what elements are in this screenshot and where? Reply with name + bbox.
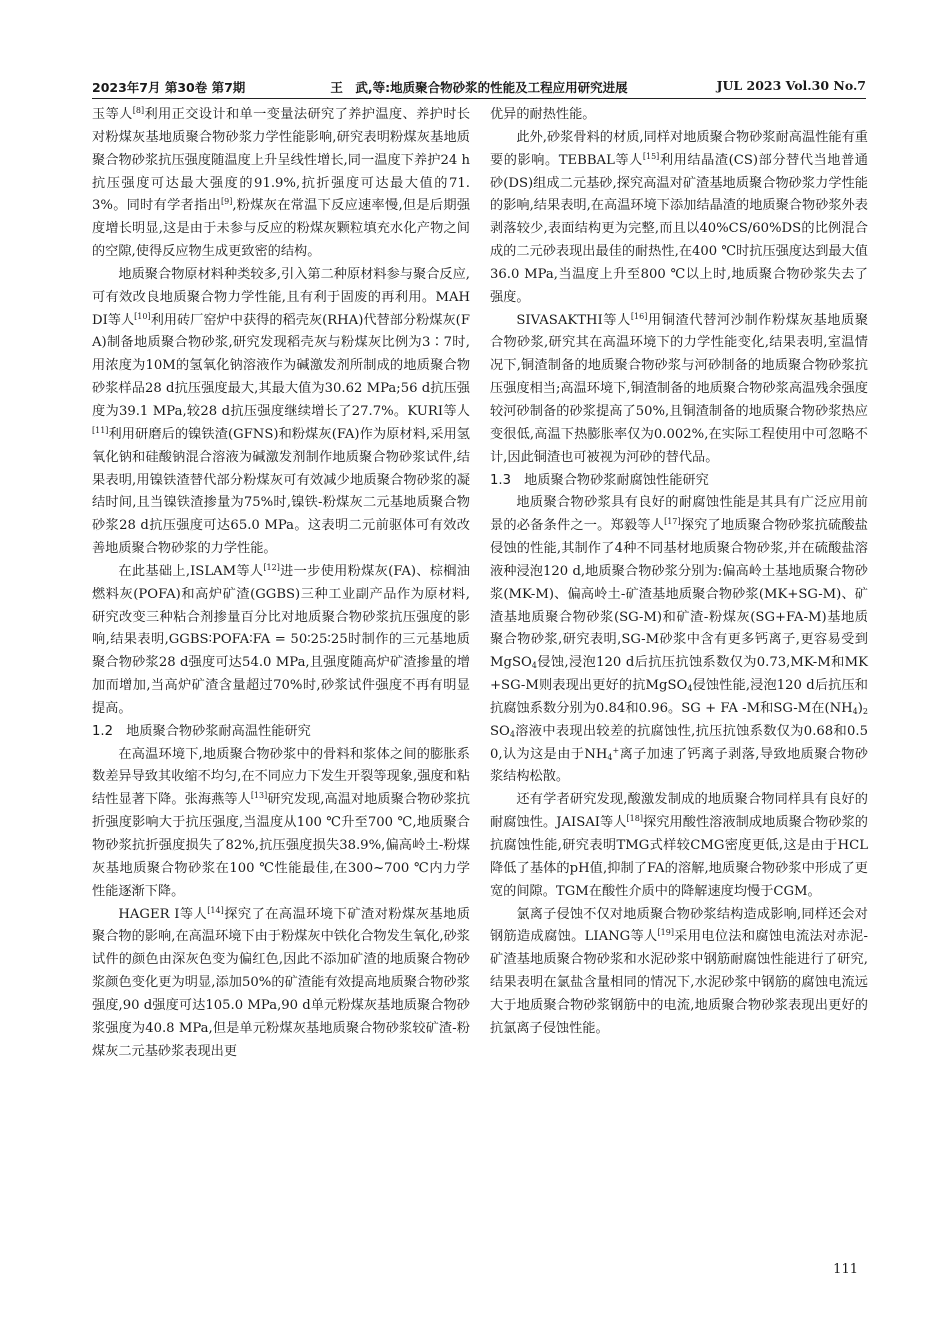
- paragraph: 氯离子侵蚀不仅对地质聚合物砂浆结构造成影响,同样还会对钢筋造成腐蚀。LIANG等人[19]采用电位法和腐蚀电流法对赤泥-矿渣基地质聚合物砂浆和水泥砂浆中钢筋耐腐蚀性能进行了研究,结果表明在氯盐含量相同的情况下,水泥砂浆中钢筋的腐蚀电流远大于地质聚合物砂浆钢筋中的电流,地质聚合物砂浆表现出更好的抗氯离子侵蚀性能。: [490, 906, 868, 1036]
- paragraph: 地质聚合物原材料种类较多,引入第二种原材料参与聚合反应,可有效改良地质聚合物力学性能,且有利于固废的再利用。MAHDI等人[10]利用砖厂窑炉中获得的稻壳灰(RHA)代替部分粉煤灰(FA)制备地质聚合物砂浆,研究发现稻壳灰与粉煤灰比例为3∶7时,用浓度为10M的氢氧化钠溶液作为碱激发剂所制成的地质聚合物砂浆样品28 d抗压强度最大,其最大值为30.62 MPa;56 d抗压强度为39.1 MPa,较28 d抗压强度继续增长了27.7%。KURI等人[11]利用研磨后的镍铁渣(GFNS)和粉煤灰(FA)作为原材料,采用氢氧化钠和硅酸钠混合溶液为碱激发剂制作地质聚合物砂浆试件,结果表明,用镍铁渣替代部分粉煤灰可有效减少地质聚合物砂浆的凝结时间,且当镍铁渣掺量为75%时,镍铁-粉煤灰二元基地质聚合物砂浆28 d抗压强度可达65.0 MPa。这表明二元前驱体可有效改善地质聚合物砂浆的力学性能。: [92, 266, 470, 557]
- section-heading: 1.2 地质聚合物砂浆耐高温性能研究: [92, 723, 311, 739]
- paragraph: 地质聚合物砂浆具有良好的耐腐蚀性能是其具有广泛应用前景的必备条件之一。郑毅等人[17]探究了地质聚合物砂浆抗硫酸盐侵蚀的性能,其制作了4种不同基材地质聚合物砂浆,并在硫酸盐溶液种浸泡120 d,地质聚合物砂浆分别为:偏高岭土基地质聚合物砂浆(MK-M)、偏高岭土-矿渣基地质聚合物砂浆(MK+SG-M)、矿渣基地质聚合物砂浆(SG-M)和矿渣-粉煤灰(SG+FA-M)基地质聚合物砂浆,研究表明,SG-M砂浆中含有更多钙离子,更容易受到MgSO$_4$侵蚀,浸泡120 d后抗压抗蚀系数仅为0.73,MK-M和MK+SG-M则表现出更好的抗MgSO$_4$侵蚀性能,浸泡120 d后抗压和抗腐蚀系数分别为0.84和0.96。SG + FA -M和SG-M在$(NH_4)_2SO_4$溶液中表现出较差的抗腐蚀性,抗压抗蚀系数仅为0.68和0.50,认为这是由于$NH_4^+$离子加速了钙离子剥落,导致地质聚合物砂浆结构松散。: [490, 495, 868, 785]
- left-column: [92, 104, 470, 1063]
- paragraph: 还有学者研究发现,酸激发制成的地质聚合物同样具有良好的耐腐蚀性。JAISAI等人[18]探究用酸性溶液制成地质聚合物砂浆的抗腐蚀性能,研究表明TMG式样较CMG密度更低,这是由于HCL降低了基体的pH值,抑制了FA的溶解,地质聚合物砂浆中形成了更宽的间隙。TGM在酸性介质中的降解速度均慢于CGM。: [490, 792, 868, 899]
- paragraph: 玉等人[8]利用正交设计和单一变量法研究了养护温度、养护时长对粉煤灰基地质聚合物砂浆力学性能影响,研究表明粉煤灰基地质聚合物砂浆抗压强度随温度上升呈线性增长,同一温度下养护24 h抗压强度可达最大强度的91.9%,抗折强度可达最大值的71.3%。同时有学者指出[9],粉煤灰在常温下反应速率慢,但是后期强度增长明显,这是由于未参与反应的粉煤灰颗粒填充水化产物之间的空隙,使得反应物生成更致密的结构。: [92, 106, 471, 260]
- running-header: [92, 78, 866, 98]
- section-heading: 1.3 地质聚合物砂浆耐腐蚀性能研究: [490, 472, 709, 488]
- journal-issue: 2023年7月 第30卷 第7期: [92, 80, 246, 95]
- paragraph: 优异的耐热性能。: [490, 107, 596, 122]
- right-column: [490, 104, 868, 1041]
- header-rule: [92, 98, 866, 99]
- article-title-header: 王 武,等:地质聚合物砂浆的性能及工程应用研究进展: [330, 80, 628, 95]
- paragraph: SIVASAKTHI等人[16]用铜渣代替河沙制作粉煤灰基地质聚合物砂浆,研究其在高温环境下的力学性能变化,结果表明,室温情况下,铜渣制备的地质聚合物砂浆与河砂制备的地质聚合物砂浆抗压强度相当;高温环境下,铜渣制备的地质聚合物砂浆高温残余强度较河砂制备的砂浆提高了50%,且铜渣制备的地质聚合物砂浆热应变很低,高温下热膨胀率仅为0.002%,在实际工程使用中可忽略不计,因此铜渣也可被视为河砂的替代品。: [490, 311, 869, 465]
- page-number: 111: [833, 1262, 858, 1277]
- paragraph: HAGER I等人[14]探究了在高温环境下矿渣对粉煤灰基地质聚合物的影响,在高温环境下由于粉煤灰中铁化合物发生氧化,砂浆试件的颜色由深灰色变为偏红色,因此不添加矿渣的地质聚合物砂浆颜色变化更为明显,添加50%的矿渣能有效提高地质聚合物砂浆强度,90 d强度可达105.0 MPa,90 d单元粉煤灰基地质聚合物砂浆强度为40.8 MPa,但是单元粉煤灰基地质聚合物砂浆较矿渣-粉煤灰二元基砂浆表现出更: [92, 905, 471, 1059]
- journal-issue-en: JUL 2023 Vol.30 No.7: [716, 78, 866, 93]
- paragraph: 此外,砂浆骨料的材质,同样对地质聚合物砂浆耐高温性能有重要的影响。TEBBAL等人[15]利用结晶渣(CS)部分替代当地普通砂(DS)组成二元基砂,探究高温对矿渣基地质聚合物砂浆力学性能的影响,结果表明,在高温环境下添加结晶渣的地质聚合物砂浆外表剥落较少,表面结构更为完整,而且以40%CS/60%DS的比例混合成的二元砂表现出最佳的耐热性,在400 ℃时抗压强度达到最大值36.0 MPa,当温度上升至800 ℃以上时,地质聚合物砂浆失去了强度。: [490, 129, 868, 305]
- paragraph: 在高温环境下,地质聚合物砂浆中的骨料和浆体之间的膨胀系数差异导致其收缩不均匀,在不同应力下发生开裂等现象,强度和粘结性显著下降。张海燕等人[13]研究发现,高温对地质聚合物砂浆抗折强度影响大于抗压强度,当温度从100 ℃升至700 ℃,地质聚合物砂浆抗折强度损失了82%,抗压强度损失38.9%,偏高岭土-粉煤灰基地质聚合物砂浆在100 ℃性能最佳,在300~700 ℃内力学性能逐渐下降。: [92, 746, 470, 899]
- paragraph: 在此基础上,ISLAM等人[12]进一步使用粉煤灰(FA)、棕榈油燃料灰(POFA)和高炉矿渣(GGBS)三种工业副产品作为原材料,研究改变三种粘合剂掺量百分比对地质聚合物砂浆抗压强度的影响,结果表明,GGBS∶POFA∶FA = 50∶25∶25时制作的三元基地质聚合物砂浆28 d强度可达54.0 MPa,且强度随高炉矿渣掺量的增加而增加,当高炉矿渣含量超过70%时,砂浆试件强度不再有明显提高。: [92, 562, 470, 716]
